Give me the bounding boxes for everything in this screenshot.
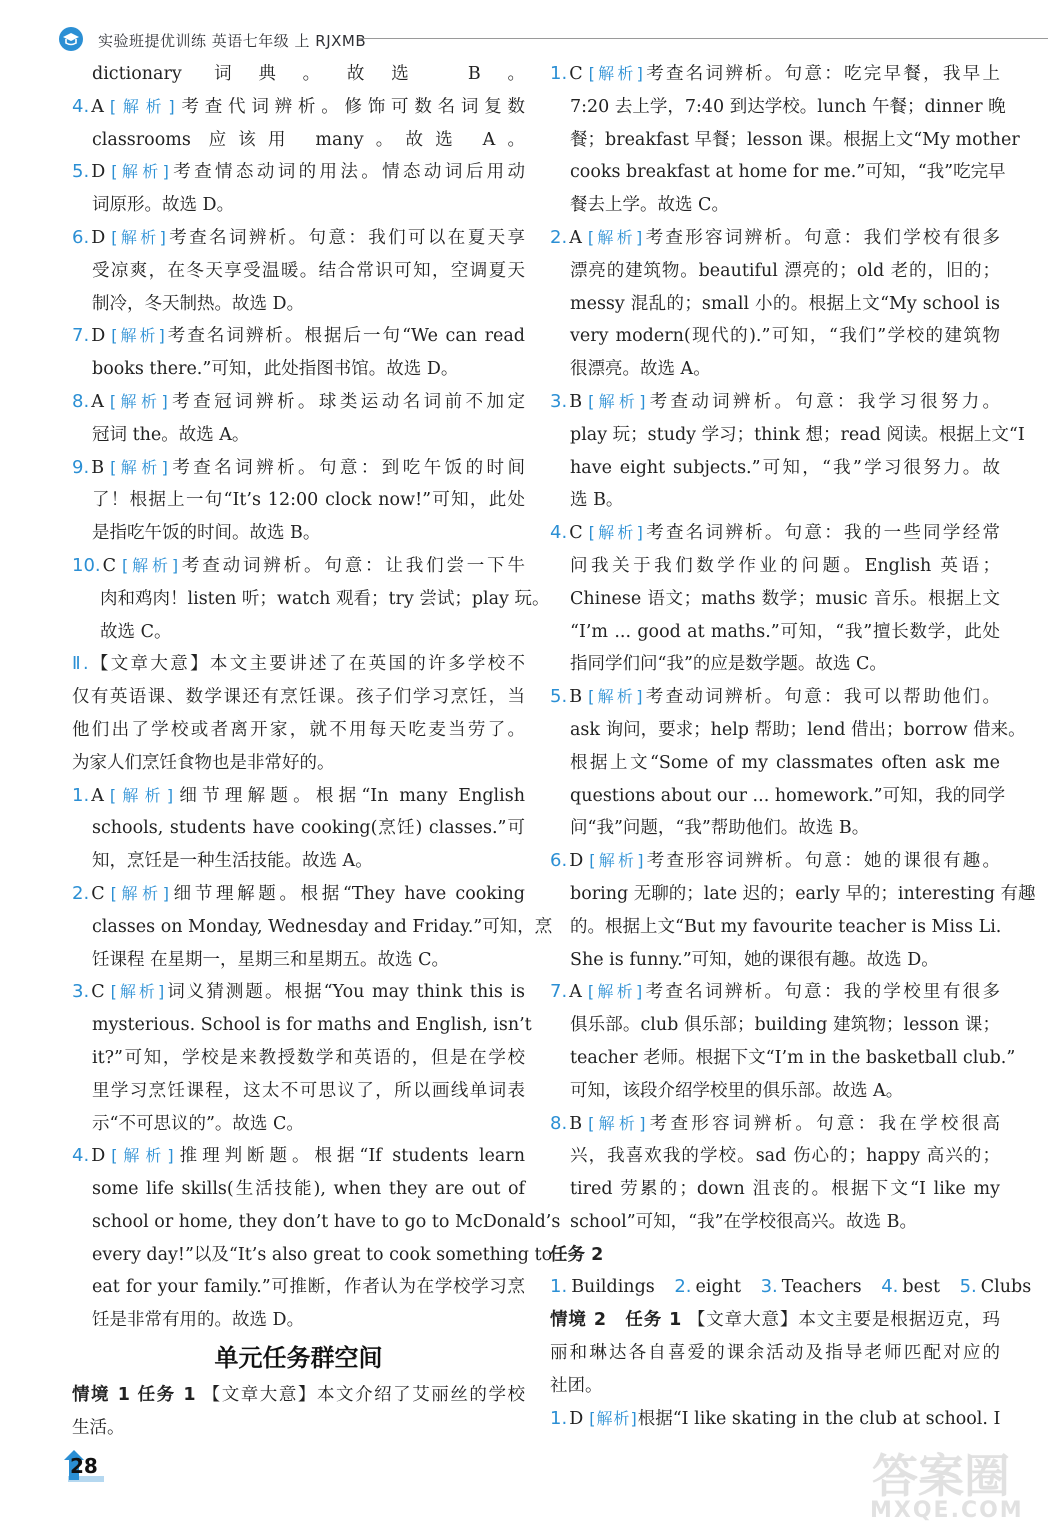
analysis-tag: [解析]	[588, 64, 644, 83]
answer-letter: A	[569, 982, 582, 1003]
item-number: 5.	[550, 686, 568, 708]
answer-letter: B	[569, 1113, 583, 1134]
analysis-tag: [解析]	[110, 457, 169, 477]
explanation-text: 考查名词辨析。句意：我的学校里有很多	[643, 982, 1000, 1003]
explanation-text: 根据“I like skating in the club at school. I	[637, 1408, 1001, 1429]
item-number: 5.	[72, 161, 90, 183]
text-line: dictionary 词典。故选 B。	[92, 64, 525, 84]
answer-letter: C	[569, 523, 583, 544]
item-number: 7.	[72, 325, 90, 347]
item-number: 8.	[72, 390, 90, 412]
explanation-text: 漂亮的建筑物。beautiful 漂亮的；old 老的，旧的；	[570, 260, 1000, 281]
explanation-text: 考查动词辨析。句意：让我们尝一下牛	[179, 555, 525, 576]
explanation-text: 肉和鸡肉！listen 听；watch 观看；try 尝试；play 玩。	[100, 588, 550, 609]
analysis-tag: [解析]	[110, 982, 166, 1002]
explanation-text: questions about our ... homework.”可知，我的同学	[570, 785, 1006, 806]
explanation-text: 餐去上学。故选 C。	[570, 195, 729, 216]
answer-item	[550, 222, 1000, 386]
analysis-tag: [解析]	[109, 785, 175, 805]
summary-text: 丽和琳达各自喜爱的课余活动及指导老师匹配对应的	[550, 1343, 1000, 1364]
analysis-tag: [解析]	[589, 851, 645, 871]
answer-letter: A	[91, 785, 104, 806]
explanation-text: 俱乐部。club 俱乐部；building 建筑物；lesson 课；	[570, 1015, 1000, 1036]
explanation-text: 考查名词辨析。句意：我们可以在夏天享	[166, 227, 525, 248]
answer-item	[550, 386, 1025, 517]
analysis-tag: [解析]	[109, 391, 169, 411]
item-number: 2.	[72, 882, 90, 904]
explanation-text: classrooms 应该用 many。故选 A。	[92, 129, 525, 150]
explanation-text: 冠词 the。故选 A。	[92, 424, 250, 445]
task2-answers	[550, 1271, 1032, 1304]
explanation-text: 考查冠词辨析。球类运动名词前不加定	[168, 391, 525, 412]
explanation-text: 考查形容词辨析。句意：我在学校很高	[646, 1113, 1000, 1134]
item-number: 6.	[72, 226, 90, 248]
answer-letter: A	[91, 96, 104, 117]
explanation-text: 考查情态动词的用法。情态动词后用动	[169, 162, 525, 183]
section-summary	[72, 648, 525, 779]
answer-letter: C	[91, 883, 105, 904]
explanation-text: eat for your family.”可推断，作者认为在学校学习烹	[92, 1277, 525, 1298]
explanation-text: 考查名词辨析。句意：我的一些同学经常	[643, 523, 1000, 544]
explanation-text: 问我关于我们数学作业的问题。English 英语；	[570, 555, 1000, 576]
answer-item	[72, 878, 553, 976]
analysis-tag: [解析]	[587, 982, 644, 1002]
task2-answer: 3. Teachers	[760, 1276, 862, 1298]
page-header	[58, 26, 1008, 54]
summary-text: 他们出了学校或者离开家，就不用每天吃麦当劳了。	[72, 719, 525, 740]
explanation-text: 考查名词辨析。根据后一句“We can read	[165, 326, 525, 347]
summary-text: 生活。	[72, 1417, 125, 1438]
item-number: 3.	[72, 981, 90, 1003]
explanation-text: school”可知，“我”在学校很高兴。故选 B。	[570, 1211, 917, 1232]
explanation-text: messy 混乱的；small 小的。根据上文“My school is	[570, 293, 1000, 314]
answer-letter: C	[102, 555, 117, 576]
task2-answer: 5. Clubs	[959, 1276, 1032, 1298]
analysis-tag: [解析]	[588, 391, 647, 411]
explanation-text: 考查动词辨析。句意：我学习很努力。	[646, 391, 1000, 412]
explanation-text: 选 B。	[570, 490, 624, 511]
watermark-logo-text: 答案圈	[872, 1449, 1010, 1503]
item-number: 1.	[72, 784, 90, 806]
answer-item	[550, 58, 1020, 222]
explanation-text: 了！根据上一句“It’s 12:00 clock now!”可知，此处	[92, 490, 525, 511]
explanation-text: 问“我”问题，“我”帮助他们。故选 B。	[570, 818, 870, 839]
explanation-text: 餐；breakfast 早餐；lesson 课。根据上文“My mother	[570, 129, 1020, 150]
scene-label: 情境 2 任务 1	[550, 1310, 682, 1331]
analysis-tag: [解析]	[122, 555, 180, 575]
explanation-text: 里学习烹饪课程，这太不可思议了，所以画线单词表	[92, 1080, 525, 1101]
analysis-tag: [解析]	[588, 523, 644, 543]
explanation-text: every day!”以及“It’s also great to cook something to	[92, 1244, 553, 1265]
left-column	[72, 58, 561, 1445]
answer-letter: A	[569, 227, 582, 248]
task2-answer: 4. best	[881, 1276, 940, 1298]
summary-text: 【文章大意】本文主要是根据迈克，玛	[687, 1310, 1000, 1331]
explanation-text: 考查动词辨析。句意：我可以帮助他们。	[643, 687, 1000, 708]
item-number: 8.	[550, 1112, 568, 1134]
explanation-text: school or home, they don’t have to go to McDonald’s	[92, 1211, 561, 1232]
item-number: 1.	[550, 63, 568, 84]
explanation-text: 细节理解题。根据“They have cooking	[170, 883, 525, 904]
answer-letter: B	[569, 391, 583, 412]
analysis-tag: [解析]	[111, 326, 166, 346]
analysis-tag: [解析]	[588, 1113, 647, 1133]
item-number: 4.	[550, 522, 568, 544]
explanation-text: 很漂亮。故选 A。	[570, 359, 711, 380]
explanation-text: books there.”可知，此处指图书馆。故选 D。	[92, 359, 459, 380]
answer-letter: D	[91, 326, 106, 347]
graduation-cap-icon	[58, 26, 84, 52]
header-divider	[358, 38, 1048, 39]
analysis-tag: [解析]	[587, 227, 644, 247]
explanation-text: schools, students have cooking(烹饪) classes.”可	[92, 818, 525, 839]
analysis-tag: [解析]	[110, 883, 171, 903]
section-title: 单元任务群空间	[214, 1344, 383, 1373]
answer-letter: C	[569, 64, 583, 84]
explanation-text: 饪是非常有用的。故选 D。	[92, 1310, 305, 1331]
answer-letter: D	[91, 227, 106, 248]
explanation-text: She is funny.”可知，她的课很有趣。故选 D。	[570, 949, 939, 970]
explanation-text: 细节理解题。根据“In many English	[174, 785, 525, 806]
answer-item	[550, 976, 1016, 1107]
answer-item	[72, 452, 525, 550]
explanation-text: 故选 C。	[100, 621, 172, 642]
analysis-tag: [解析]	[588, 687, 644, 707]
answer-letter: D	[91, 162, 106, 183]
scene-summary	[72, 1379, 525, 1445]
analysis-tag: [解析]	[111, 227, 167, 247]
explanation-text: 知，烹饪是一种生活技能。故选 A。	[92, 851, 373, 872]
explanation-text: classes on Monday, Wednesday and Friday.”可知，烹	[92, 916, 553, 937]
item-number: 4.	[72, 1145, 90, 1167]
explanation-text: “I’m ... good at maths.”可知，“我”擅长数学，此处	[570, 621, 1000, 642]
analysis-tag: [解析]	[111, 1146, 175, 1166]
explanation-text: tired 劳累的；down 沮丧的。根据下文“I like my	[570, 1179, 1000, 1200]
answer-item	[550, 845, 1036, 976]
explanation-text: 词原形。故选 D。	[92, 195, 235, 216]
watermark	[866, 1440, 1024, 1530]
task2-answer: 2. eight	[674, 1276, 741, 1298]
explanation-text: 示“不可思议的”。故选 C。	[92, 1113, 304, 1134]
explanation-text: it?”可知，学校是来教授数学和英语的，但是在学校	[92, 1047, 525, 1068]
explanation-text: 可知，该段介绍学校里的俱乐部。故选 A。	[570, 1080, 904, 1101]
explanation-text: 是指吃午饭的时间。故选 B。	[92, 523, 321, 544]
scene-summary	[550, 1304, 1000, 1402]
explanation-text: teacher 老师。根据下文“I’m in the basketball club.”	[570, 1047, 1016, 1068]
item-number: 6.	[550, 850, 568, 872]
explanation-text: 制冷，冬天制热。故选 D。	[92, 293, 305, 314]
explanation-text: 7:20 去上学，7:40 到达学校。lunch 午餐；dinner 晚	[570, 96, 1006, 117]
page-number-badge	[60, 1446, 108, 1484]
explanation-text: 词义猜测题。根据“You may think this is	[165, 982, 525, 1003]
item-number: 10.	[72, 554, 101, 576]
explanation-text: 受凉爽，在冬天享受温暖。结合常识可知，空调夏天	[92, 260, 525, 281]
section-number: Ⅱ.	[72, 654, 89, 675]
answer-item	[72, 91, 525, 157]
item-number: 9.	[72, 456, 90, 478]
explanation-text: 指同学们问“我”的应是数学题。故选 C。	[570, 654, 887, 675]
explanation-text: have eight subjects.”可知，“我”学习很努力。故	[570, 457, 1000, 478]
scene-label: 情境 1 任务 1	[72, 1385, 196, 1406]
explanation-text: mysterious. School is for maths and English, isn’t	[92, 1015, 532, 1036]
summary-text: 为家人们烹饪食物也是非常好的。	[72, 752, 335, 773]
task-label: 任务 2	[550, 1244, 604, 1265]
explanation-text: some life skills(生活技能), when they are out of	[92, 1179, 525, 1200]
explanation-text: 考查名词辨析。句意：到吃午饭的时间	[168, 457, 525, 478]
page-number: 28	[70, 1454, 98, 1478]
answer-item	[72, 320, 525, 386]
item-number: 4.	[72, 95, 90, 117]
analysis-tag: [解析]	[109, 96, 176, 116]
answer-letter: B	[91, 457, 105, 478]
answer-item	[72, 222, 525, 320]
summary-text: 【文章大意】本文介绍了艾丽丝的学校	[202, 1385, 525, 1406]
answer-item	[550, 517, 1000, 681]
answer-item	[550, 1108, 1000, 1239]
answer-item	[72, 386, 525, 452]
answer-letter: A	[91, 391, 104, 412]
right-column	[550, 58, 1036, 1435]
explanation-text: 考查名词辨析。句意：吃完早餐，我早上	[643, 64, 1000, 84]
answer-letter: C	[91, 982, 105, 1003]
item-number: 3.	[550, 390, 568, 412]
answer-item	[72, 550, 550, 648]
explanation-text: play 玩；study 学习；think 想；read 阅读。根据上文“I	[570, 424, 1025, 445]
explanation-text: 根据上文“Some of my classmates often ask me	[570, 752, 1000, 773]
answer-letter: D	[569, 1408, 584, 1429]
explanation-text: boring 无聊的；late 迟的；early 早的；interesting 有趣	[570, 883, 1036, 904]
answer-letter: D	[91, 1146, 106, 1167]
explanation-text: ask 询问，要求；help 帮助；lend 借出；borrow 借来。	[570, 719, 1026, 740]
explanation-text: 的。根据上文“But my favourite teacher is Miss Li.	[570, 916, 1002, 937]
analysis-tag: [解析]	[111, 162, 170, 182]
explanation-text: 考查形容词辨析。句意：她的课很有趣。	[644, 851, 1000, 872]
item-number: 7.	[550, 981, 568, 1003]
summary-text: 社团。	[550, 1375, 603, 1396]
summary-text: 【文章大意】本文主要讲述了在英国的许多学校不	[88, 654, 526, 675]
summary-text: 仅有英语课、数学课还有烹饪课。孩子们学习烹饪，当	[72, 687, 525, 708]
answer-item	[550, 1403, 1000, 1436]
task2-answer: 1. Buildings	[550, 1276, 655, 1298]
analysis-tag: [解析]	[589, 1408, 638, 1428]
watermark-url: MXQE.COM	[870, 1498, 1024, 1523]
answer-item	[550, 681, 1026, 845]
answer-item	[72, 156, 525, 222]
explanation-text: 考查形容词辨析。句意：我们学校有很多	[643, 227, 1000, 248]
explanation-text: 考查代词辨析。修饰可数名词复数	[175, 96, 525, 117]
explanation-text: 饪课程 在星期一，星期三和星期五。故选 C。	[92, 949, 450, 970]
answer-item	[72, 976, 532, 1140]
answer-letter: D	[569, 851, 584, 872]
explanation-text: 推理判断题。根据“If students learn	[174, 1146, 525, 1167]
item-number: 2.	[550, 226, 568, 248]
answer-item	[72, 1140, 561, 1337]
answer-letter: B	[569, 687, 583, 708]
explanation-text: cooks breakfast at home for me.”可知，“我”吃完早	[570, 162, 1006, 183]
item-number: 1.	[550, 1407, 568, 1429]
answer-item	[72, 780, 525, 878]
explanation-text: Chinese 语文；maths 数学；music 音乐。根据上文	[570, 588, 1000, 609]
explanation-text: 兴，我喜欢我的学校。sad 伤心的；happy 高兴的；	[570, 1146, 1000, 1167]
explanation-text: very modern(现代的).”可知，“我们”学校的建筑物	[570, 326, 1000, 347]
book-title: 实验班提优训练 英语七年级 上 RJXMB	[98, 32, 367, 50]
